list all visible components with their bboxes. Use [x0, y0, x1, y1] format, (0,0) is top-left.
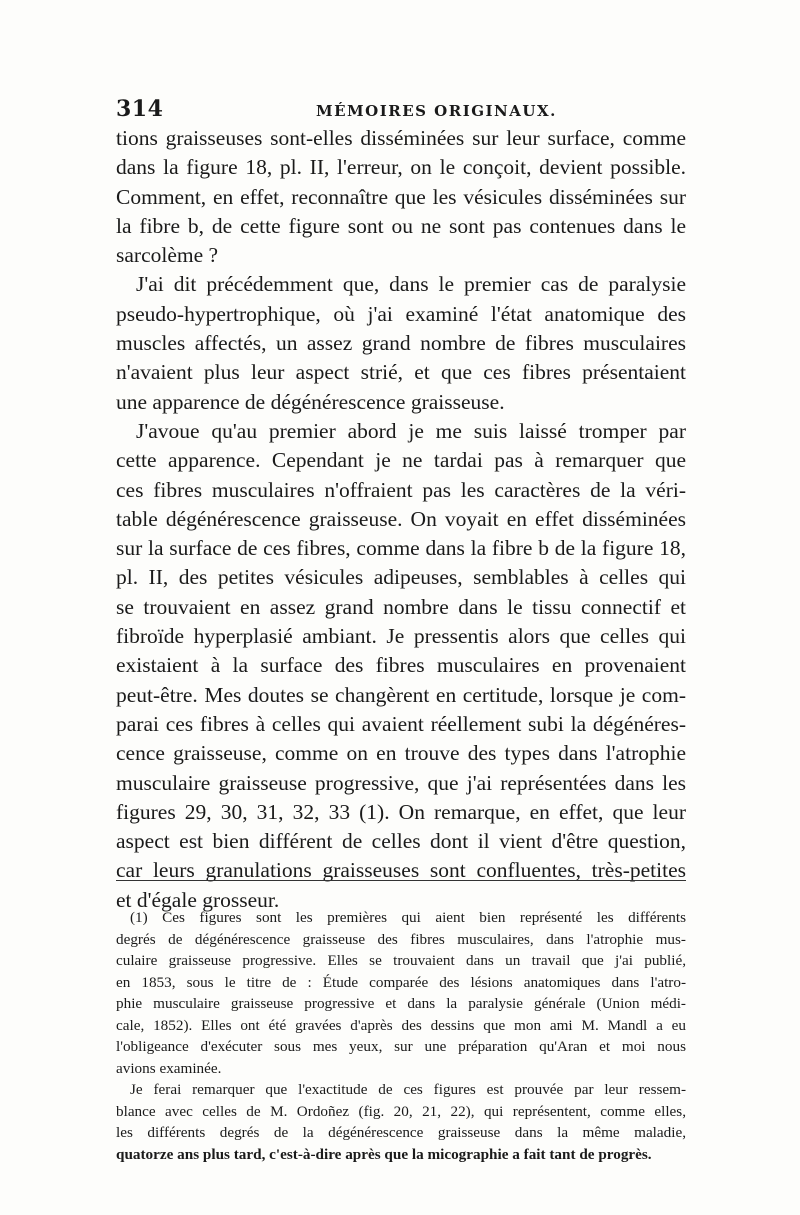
body-line: table dégénérescence graisseuse. On voyait en effet disséminées: [116, 506, 686, 531]
footnote-line: quatorze ans plus tard, c'est-à-dire après que la micographie a fait tant de progrès.: [116, 1145, 652, 1163]
footnote-line: blance avec celles de M. Ordoñez (fig. 20, 21, 22), qui représentent, comme elles,: [116, 1102, 686, 1120]
footnote-line: en 1853, sous le titre de : Étude comparée des lésions anatomiques dans l'atro-: [116, 973, 686, 991]
body-line: musculaire graisseuse progressive, que j'ai représentées dans les: [116, 770, 686, 795]
page-header: [116, 96, 686, 120]
footnote-line: l'obligeance d'exécuter sous mes yeux, sur une préparation qu'Aran et moi nous: [116, 1038, 686, 1055]
body-line: figures 29, 30, 31, 32, 33 (1). On remarque, en effet, que leur: [116, 799, 686, 824]
body-line: car leurs granulations graisseuses sont confluentes, très-petites: [116, 858, 686, 883]
body-line: se trouvaient en assez grand nombre dans le tissu connectif et: [116, 594, 686, 619]
footnote-separator: [116, 880, 686, 881]
body-line: existaient à la surface des fibres musculaires en provenaient: [116, 653, 686, 678]
footnote-line: les différents degrés de la dégénérescence graisseuse dans la même maladie,: [116, 1124, 686, 1141]
body-line: pl. II, des petites vésicules adipeuses, semblables à celles qui: [116, 565, 686, 590]
body-line: peut-être. Mes doutes se changèrent en certitude, lorsque je com-: [116, 682, 686, 707]
body-line: n'avaient plus leur aspect strié, et que ces fibres présentaient: [116, 360, 686, 385]
body-line: aspect est bien différent de celles dont il vient d'être question,: [116, 829, 686, 854]
body-line: sur la surface de ces fibres, comme dans la fibre b de la figure 18,: [116, 536, 686, 561]
body-line: et d'égale grosseur.: [116, 887, 280, 912]
body-line: muscles affectés, un assez grand nombre de fibres musculaires: [116, 331, 686, 356]
footnote-line: avions examinée.: [116, 1059, 222, 1077]
body-line: Comment, en effet, reconnaître que les vésicules disséminées sur: [116, 184, 686, 209]
footnote-line: phie musculaire graisseuse progressive et dans la paralysie générale (Union médi-: [116, 995, 686, 1012]
footnote-line: Je ferai remarquer que l'exactitude de ces figures est prouvée par leur ressem-: [130, 1081, 686, 1098]
body-line: dans la figure 18, pl. II, l'erreur, on le conçoit, devient possible.: [116, 155, 686, 180]
body-line: une apparence de dégénérescence graisseuse.: [116, 389, 505, 414]
body-line: sarcolème ?: [116, 243, 219, 268]
footnote-line: culaire graisseuse progressive. Elles se trouvaient dans un travail que j'ai publié,: [116, 952, 686, 969]
footnote-line: cale, 1852). Elles ont été gravées d'après des dessins que mon ami M. Mandl a eu: [116, 1016, 686, 1034]
running-head: MÉMOIRES ORIGINAUX.: [316, 102, 557, 120]
body-line: pseudo-hypertrophique, où j'ai examiné l'état anatomique des: [116, 301, 686, 326]
page-number: 314: [116, 96, 164, 122]
footnotes: [116, 907, 686, 1165]
body-line: cence graisseuse, comme on en trouve des types dans l'atrophie: [116, 741, 686, 766]
body-line: parai ces fibres à celles qui avaient réellement subi la dégénéres-: [116, 711, 686, 736]
body-line: tions graisseuses sont-elles disséminées sur leur surface, comme: [116, 126, 686, 150]
body-line: fibroïde hyperplasié ambiant. Je pressentis alors que celles qui: [116, 624, 686, 649]
footnote-line: (1) Ces figures sont les premières qui aient bien représenté les différents: [130, 909, 686, 926]
body-line: la fibre b, de cette figure sont ou ne sont pas contenues dans le: [116, 213, 686, 238]
body-text: [116, 124, 686, 915]
body-line: J'ai dit précédemment que, dans le premier cas de paralysie: [136, 272, 686, 297]
body-line: J'avoue qu'au premier abord je me suis laissé tromper par: [136, 418, 686, 443]
footnote-line: degrés de dégénérescence graisseuse des fibres musculaires, dans l'atrophie mus-: [116, 930, 686, 948]
body-line: cette apparence. Cependant je ne tardai pas à remarquer que: [116, 448, 686, 473]
body-line: ces fibres musculaires n'offraient pas les caractères de la véri-: [116, 477, 686, 502]
